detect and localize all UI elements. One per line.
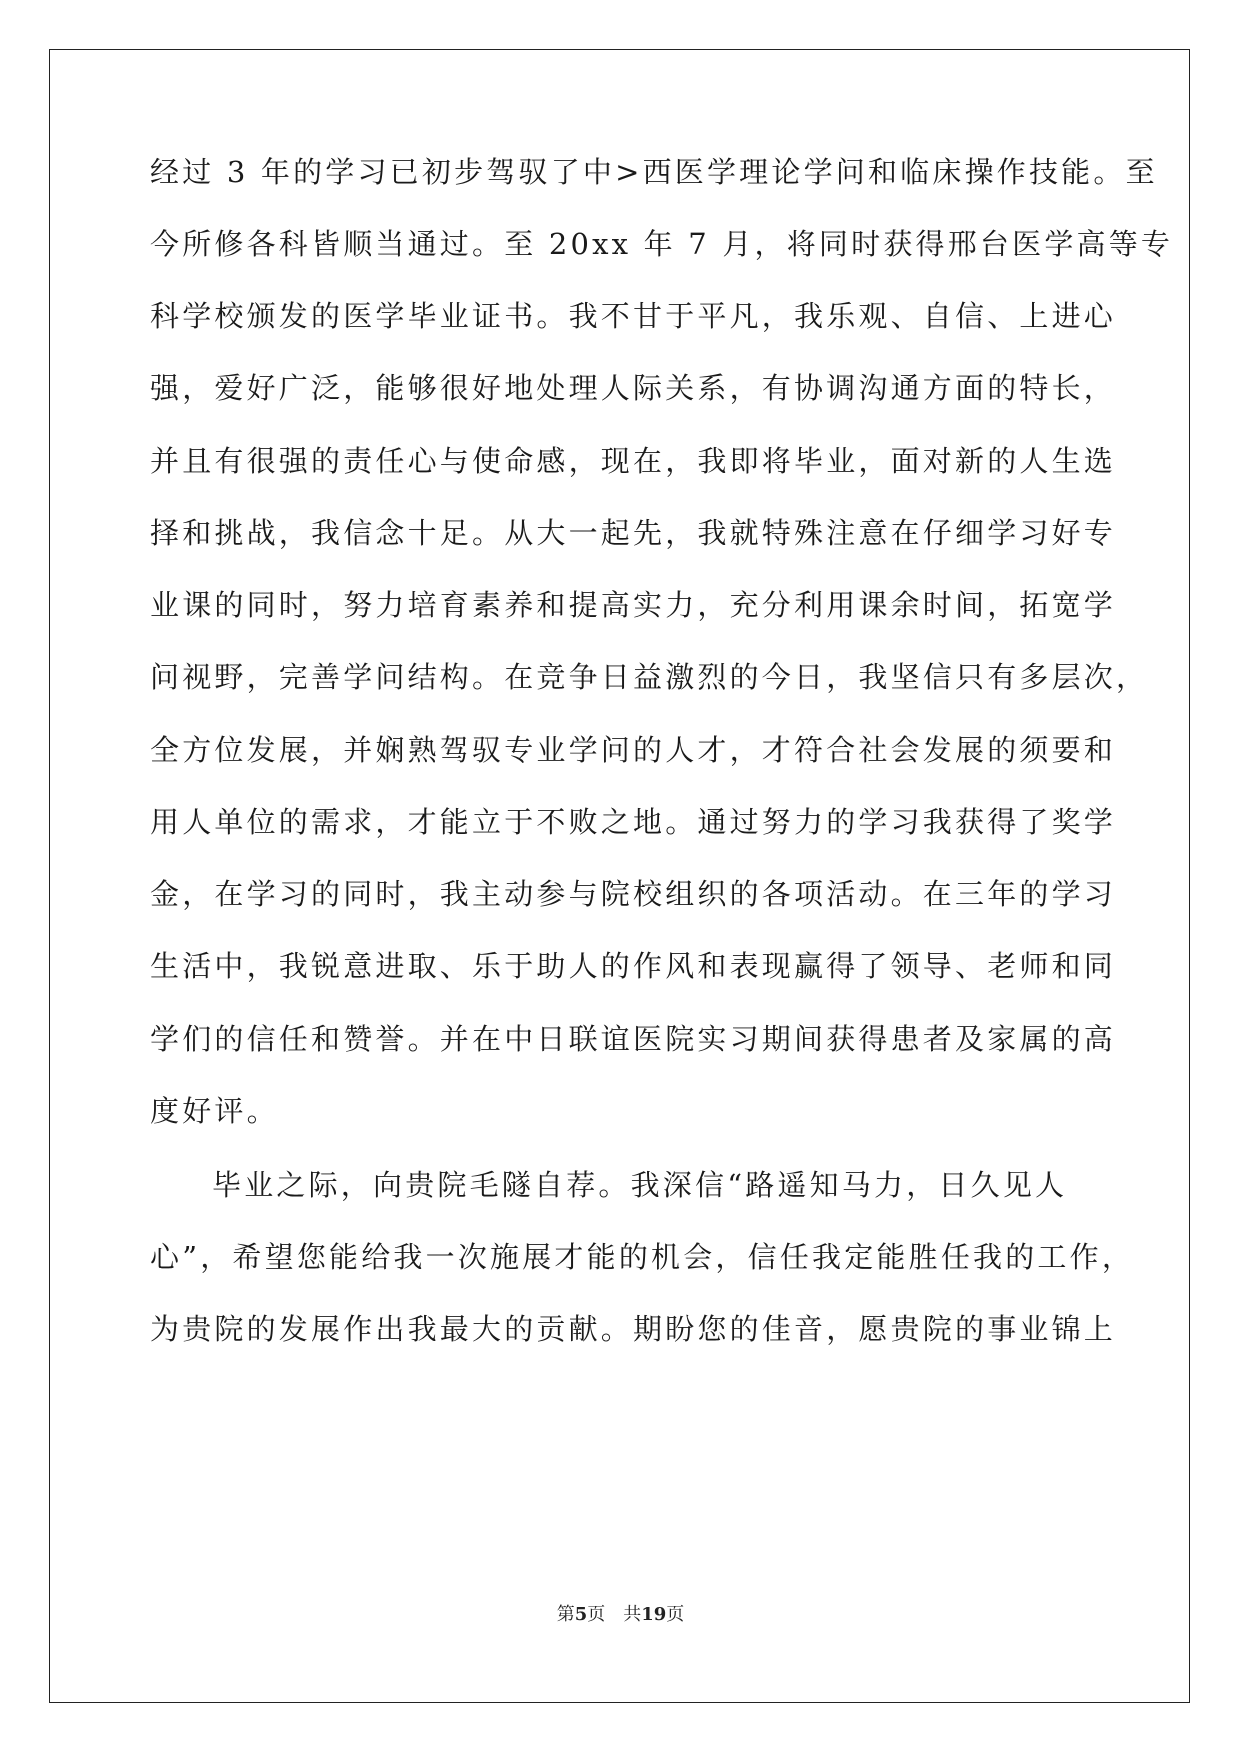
text-line: 科学校颁发的医学毕业证书。我不甘于平凡，我乐观、自信、上进心 [150, 299, 1117, 333]
text-line: 生活中，我锐意进取、乐于助人的作风和表现赢得了领导、老师和同 [150, 949, 1117, 983]
text-line: 经过 3 年的学习已初步驾驭了中>西医学理论学问和临床操作技能。至 [150, 155, 1158, 189]
total-suffix: 页 [666, 1604, 685, 1625]
text-line: 强，爱好广泛，能够很好地处理人际关系，有协调沟通方面的特长， [150, 371, 1117, 405]
text-line: 问视野，完善学问结构。在竞争日益激烈的今日，我坚信只有多层次， [150, 660, 1149, 694]
text-line: 度好评。 [150, 1094, 279, 1128]
text-line: 用人单位的需求，才能立于不败之地。通过努力的学习我获得了奖学 [150, 805, 1117, 839]
text-line: 择和挑战，我信念十足。从大一起先，我就特殊注意在仔细学习好专 [150, 516, 1117, 550]
page-suffix: 页 [587, 1604, 606, 1625]
total-pages: 19 [641, 1604, 667, 1625]
text-line: 金，在学习的同时，我主动参与院校组织的各项活动。在三年的学习 [150, 877, 1117, 911]
text-line: 业课的同时，努力培育素养和提高实力，充分利用课余时间，拓宽学 [150, 588, 1117, 622]
page-prefix: 第 [556, 1604, 575, 1625]
page-footer [0, 1600, 1241, 1626]
text-line: 全方位发展，并娴熟驾驭专业学问的人才，才符合社会发展的须要和 [150, 733, 1117, 767]
total-prefix: 共 [623, 1604, 642, 1625]
text-line: 为贵院的发展作出我最大的贡献。期盼您的佳音，愿贵院的事业锦上 [150, 1312, 1117, 1346]
text-line: 毕业之际，向贵院毛隧自荐。我深信“路遥知马力，日久见人 [212, 1168, 1068, 1202]
page-number: 5 [574, 1604, 588, 1625]
text-line: 学们的信任和赞誉。并在中日联谊医院实习期间获得患者及家属的高 [150, 1022, 1117, 1056]
text-line: 今所修各科皆顺当通过。至 20xx 年 7 月，将同时获得邢台医学高等专 [150, 227, 1174, 261]
text-line: 心”，希望您能给我一次施展才能的机会，信任我定能胜任我的工作， [150, 1240, 1135, 1274]
text-line: 并且有很强的责任心与使命感，现在，我即将毕业，面对新的人生选 [150, 444, 1117, 478]
